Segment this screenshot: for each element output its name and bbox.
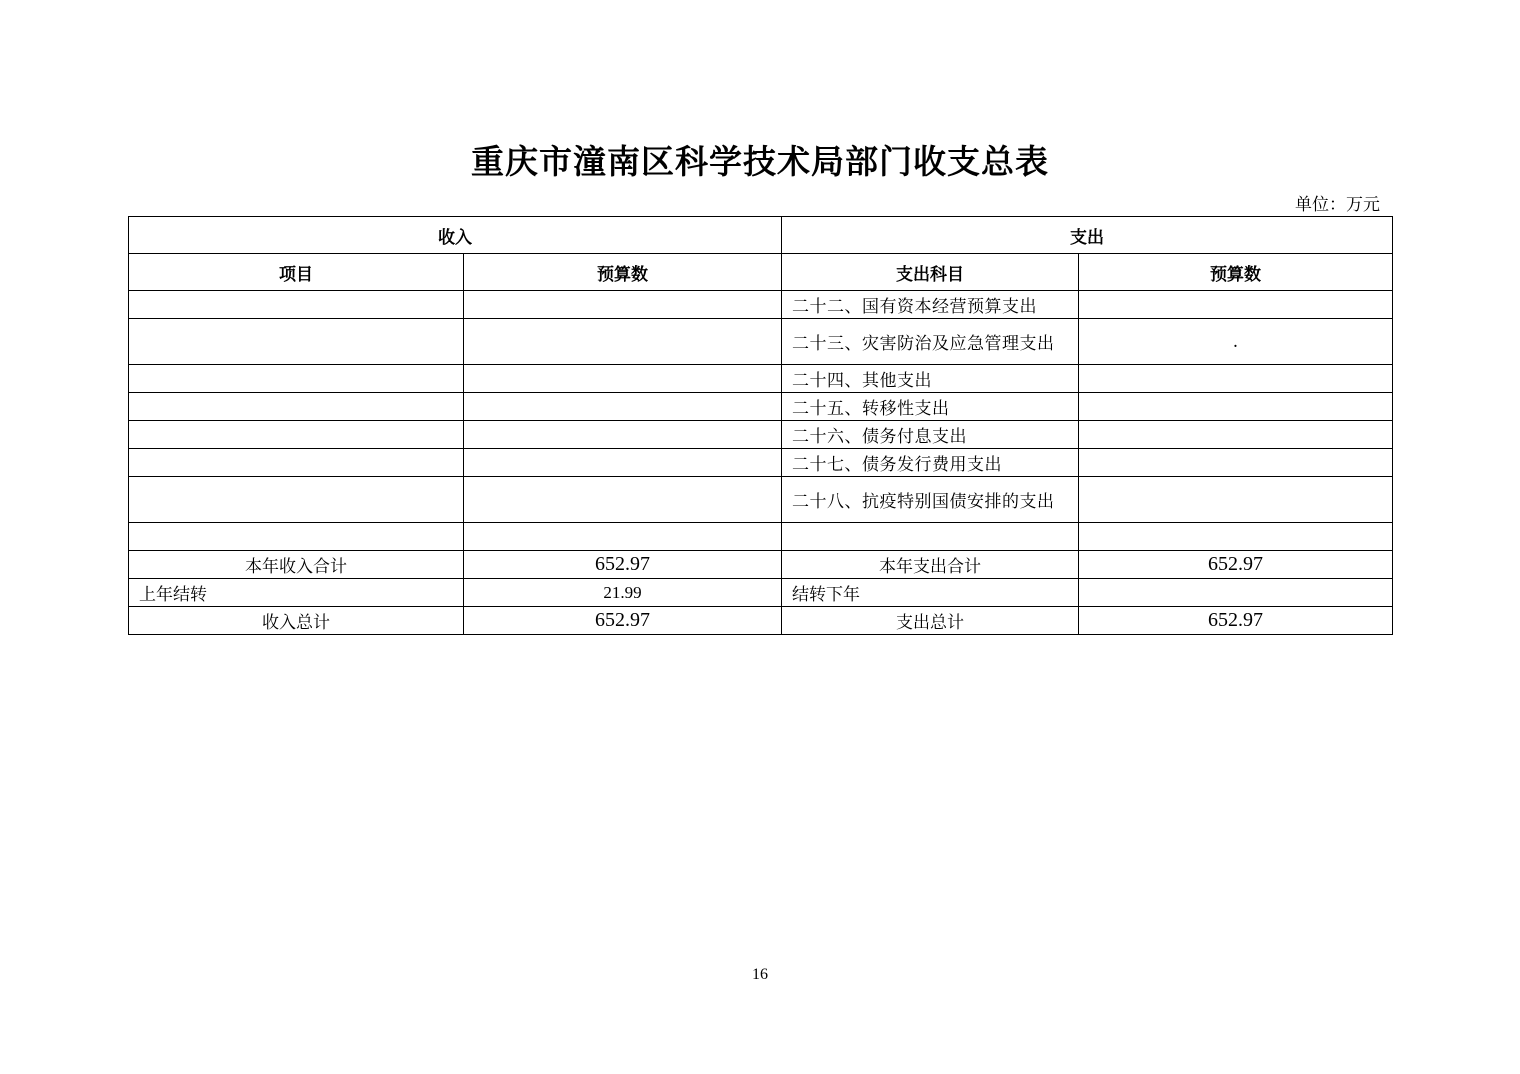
income-item-cell [129,291,464,319]
income-value-cell [464,365,782,393]
expense-item-cell: 二十二、国有资本经营预算支出 [782,291,1079,319]
year-income-label: 本年收入合计 [129,551,464,579]
expense-item-cell: 二十七、债务发行费用支出 [782,449,1079,477]
column-header-row [129,254,1393,291]
table-row [129,477,1393,523]
income-item-cell [129,477,464,523]
expense-value-cell [1079,291,1393,319]
unit-label: 单位：万元 [1295,195,1380,215]
total-expense-value: 652.97 [1079,607,1393,635]
income-group-header: 收入 [129,217,782,254]
empty-cell [782,523,1079,551]
group-header-row [129,217,1393,254]
income-item-cell [129,319,464,365]
income-value-cell [464,393,782,421]
total-expense-label: 支出总计 [782,607,1079,635]
income-value-cell [464,449,782,477]
table-row [129,365,1393,393]
expense-item-cell: 二十五、转移性支出 [782,393,1079,421]
expense-item-cell: 二十三、灾害防治及应急管理支出 [782,319,1079,365]
expense-item-cell: 二十四、其他支出 [782,365,1079,393]
income-value-cell [464,319,782,365]
income-item-cell [129,449,464,477]
income-value-cell [464,291,782,319]
expense-item-header: 支出科目 [782,254,1079,291]
carry-in-label: 上年结转 [129,579,464,607]
expense-value-cell: . [1079,319,1393,365]
year-expense-label: 本年支出合计 [782,551,1079,579]
income-item-cell [129,421,464,449]
carry-out-label: 结转下年 [782,579,1079,607]
carry-over-row [129,579,1393,607]
year-total-row [129,551,1393,579]
income-item-cell [129,393,464,421]
expense-budget-header: 预算数 [1079,254,1393,291]
total-income-label: 收入总计 [129,607,464,635]
carry-in-value: 21.99 [464,579,782,607]
table-row [129,449,1393,477]
income-item-cell [129,365,464,393]
empty-cell [129,523,464,551]
expense-item-cell: 二十六、债务付息支出 [782,421,1079,449]
carry-out-value [1079,579,1393,607]
expense-value-cell [1079,421,1393,449]
income-value-cell [464,421,782,449]
budget-summary-table [128,216,1393,635]
empty-row [129,523,1393,551]
expense-group-header: 支出 [782,217,1393,254]
empty-cell [464,523,782,551]
grand-total-row [129,607,1393,635]
table-row [129,421,1393,449]
total-income-value: 652.97 [464,607,782,635]
expense-value-cell [1079,477,1393,523]
page-title: 重庆市潼南区科学技术局部门收支总表 [471,142,1049,181]
expense-value-cell [1079,365,1393,393]
expense-value-cell [1079,393,1393,421]
year-income-value: 652.97 [464,551,782,579]
table-row [129,291,1393,319]
expense-value-cell [1079,449,1393,477]
income-value-cell [464,477,782,523]
income-item-header: 项目 [129,254,464,291]
page-number: 16 [752,966,768,983]
table-row [129,319,1393,365]
empty-cell [1079,523,1393,551]
table-row [129,393,1393,421]
expense-item-cell: 二十八、抗疫特别国债安排的支出 [782,477,1079,523]
year-expense-value: 652.97 [1079,551,1393,579]
income-budget-header: 预算数 [464,254,782,291]
